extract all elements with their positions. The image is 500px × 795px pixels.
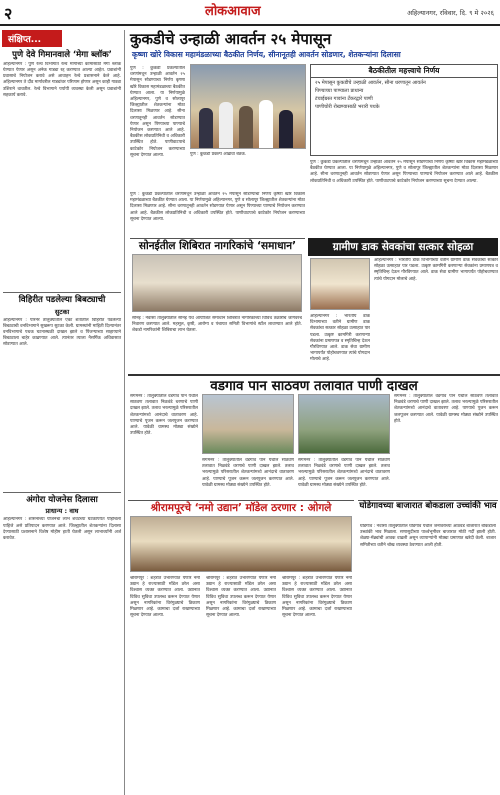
decisions-box-title: बैठकीतील महत्त्वाचे निर्णय <box>311 65 497 78</box>
gramin-body: अहिल्यानगर : भारतीय डाक विभागाच्या वतीने ग्रामीण डाक सेवकांचा सत्कार सोहळा उत्साहात पार पडला. उत्कृष्ट कामगिरी करणाऱ्या सेवकांना प्रमाणपत्र व स्मृतिचिन्ह देऊन गौरविण्यात आले. डाक सेवा ग्रामीण भागापर्यंत पोहोचवण्यात त्यांचे योगदान मोलाचे आहे. <box>374 258 498 282</box>
decision-item: पिण्याच्या पाण्याला प्राधान्य <box>315 88 364 94</box>
decisions-box <box>310 64 498 156</box>
lead-photo <box>190 64 306 149</box>
ghodegaon-headline: घोडेगावच्या बाजारात बोकडाला उच्चांकी भाव <box>359 501 497 511</box>
lead-headline: कुकडीचे उन्हाळी आवर्तन २५ मेपासून <box>130 30 332 48</box>
divider <box>3 292 121 293</box>
shrirampur-body-col-2: श्रीरामपूर : शहरात उभारण्यात येणारे नमो उद्यान हे राज्यासाठी मॉडेल ठरेल असा विश्वास व्यक्त करण्यात आला. उद्यानात विविध सुविधा उपलब्ध करून देण्यात येणार असून नागरिकांना विरंगुळ्याचे ठिकाण मिळणार आहे. कामाचा दर्जा राखण्याच्या सूचना देण्यात आल्या. <box>206 576 276 619</box>
shrirampur-story <box>128 500 354 515</box>
brief-headline-3: अंगोरा योजनेस दिलासा <box>26 494 98 505</box>
gramin-photo <box>310 258 370 310</box>
left-column <box>0 30 125 795</box>
lead-body-col-3: पुणे : कुकडी प्रकल्पातील धरणांमधून उन्हाळी आवर्तन २५ मेपासून सोडण्याचा निर्णय कृष्णा खोरे विकास महामंडळाच्या बैठकीत घेण्यात आला. या निर्णयामुळे अहिल्यानगर, पुणे व सोलापूर जिल्ह्यातील शेतकऱ्यांना मोठा दिलासा मिळणार आहे. सीना धरणातूनही आवर्तन सोडण्यात येणार असून पिण्याच्या पाण्याचे नियोजन करण्यात आले आहे. बैठकीस लोकप्रतिनिधी व अधिकारी उपस्थित होते. पाणीवाटपाचे काटेकोर नियोजन करण्याच्या सूचना देण्यात आल्या. <box>310 160 498 184</box>
vadgaon-headline: वडगाव पान साठवण तलावात पाणी दाखल <box>210 378 418 394</box>
divider <box>3 492 121 493</box>
brief-body-2: अहिल्यानगर : पारनेर तालुक्यातील एका शेतातील विहिरीत पडलेल्या बिबट्याची वनविभागाने सुखरूप सुटका केली. ग्रामस्थांनी माहिती दिल्यानंतर वनविभागाचे पथक घटनास्थळी दाखल झाले व पिंजऱ्याच्या साहाय्याने बिबट्याला बाहेर काढण्यात आले. त्यानंतर त्याला नैसर्गिक अधिवासात सोडण्यात आले. <box>3 317 121 348</box>
decision-item: टंचाईग्रस्त गावांना टँकरद्वारे पाणी <box>315 96 373 102</box>
brief-body-3: अहिल्यानगर : शासनाच्या योजनेचा लाभ शेवटच्या घटकापर्यंत पोहोचला पाहिजे असे प्रतिपादन करण्यात आले. जिल्ह्यातील शेतकऱ्यांना दिलासा देण्यासाठी प्रशासनाने विशेष मोहीम हाती घेतली असून लाभार्थ्यांनी अर्ज करावेत. <box>3 517 121 541</box>
lead-subhead: कृष्णा खोरे विकास महामंडळाच्या बैठकीत निर्णय, सीनानूतही आवर्तन सोडणार, शेतकऱ्यांना दिलासा <box>132 50 401 59</box>
shrirampur-body-col-3: श्रीरामपूर : शहरात उभारण्यात येणारे नमो उद्यान हे राज्यासाठी मॉडेल ठरेल असा विश्वास व्यक्त करण्यात आला. उद्यानात विविध सुविधा उपलब्ध करून देण्यात येणार असून नागरिकांना विरंगुळ्याचे ठिकाण मिळणार आहे. कामाचा दर्जा राखण्याच्या सूचना देण्यात आल्या. <box>282 576 352 619</box>
decision-item: २५ मेपासून कुकडीचे उन्हाळी आवर्तन, सीना धरणातून आवर्तन <box>315 80 426 86</box>
vadgaon-story <box>128 374 500 394</box>
samadhan-photo <box>132 254 302 312</box>
decision-item: पाणीचोरी रोखण्यासाठी भरारी पथके <box>315 104 380 110</box>
dateline: अहिल्यानगर, रविवार, दि. ९ मे २०२६ <box>407 9 494 17</box>
shrirampur-photo <box>130 516 352 572</box>
lead-body-col-2: पुणे : कुकडी प्रकल्पातील धरणांमधून उन्हाळी आवर्तन २५ मेपासून सोडण्याचा निर्णय कृष्णा खोरे विकास महामंडळाच्या बैठकीत घेण्यात आला. या निर्णयामुळे अहिल्यानगर, पुणे व सोलापूर जिल्ह्यातील शेतकऱ्यांना मोठा दिलासा मिळणार आहे. सीना धरणातूनही आवर्तन सोडण्यात येणार असून पिण्याच्या पाण्याचे नियोजन करण्यात आले आहे. बैठकीस लोकप्रतिनिधी व अधिकारी उपस्थित होते. पाणीवाटपाचे काटेकोर नियोजन करण्याच्या सूचना देण्यात आल्या. <box>130 192 305 222</box>
ghodegaon-body: घोडेगाव : नेवासा तालुक्यातील घोडेगाव येथील जनावरांच्या आठवडे बाजारात बोकडाला उच्चांकी भाव मिळाला. सणासुदीच्या पार्श्वभूमीवर बाजारात मोठी गर्दी झाली होती. शेळ्या-मेंढ्यांची आवक वाढली असून व्यापाऱ्यांनी मोठ्या प्रमाणात खरेदी केली. बाजार समितीच्या वतीने चोख व्यवस्था ठेवण्यात आली होती. <box>360 524 496 548</box>
lead-photo-caption: पुणे : कुकडी प्रकल्प आढावा बैठक. <box>190 152 247 157</box>
brief-subhead-3: प्राधान्य : वाघ <box>45 507 79 516</box>
vadgaon-body-col-1: संगमनेर : तालुक्यातील वडगाव पान येथील साठवण तलावात निळवंडे धरणाचे पाणी दाखल झाले. तलाव भरल्यामुळे परिसरातील शेतकऱ्यांमध्ये आनंदाचे वातावरण आहे. पाण्याचे पूजन करून जलपूजन करण्यात आले. यावेळी ग्रामस्थ मोठ्या संख्येने उपस्थित होते. <box>130 394 198 437</box>
main-area <box>128 30 500 63</box>
section-label: संक्षिप्त... <box>2 30 62 47</box>
paper-name: लोकआवाज <box>205 4 261 19</box>
samadhan-story <box>130 238 305 253</box>
brief-headline-1: पुणे देवे गिमानवाले ‘मेगा ब्लॉक’ <box>12 50 112 60</box>
vadgaon-photo-1 <box>202 394 294 454</box>
vadgaon-body-col-3: संगमनेर : तालुक्यातील वडगाव पान येथील साठवण तलावात निळवंडे धरणाचे पाणी दाखल झाले. तलाव भरल्यामुळे परिसरातील शेतकऱ्यांमध्ये आनंदाचे वातावरण आहे. पाण्याचे पूजन करून जलपूजन करण्यात आले. यावेळी ग्रामस्थ मोठ्या संख्येने उपस्थित होते. <box>298 458 390 488</box>
vadgaon-body-col-2: संगमनेर : तालुक्यातील वडगाव पान येथील साठवण तलावात निळवंडे धरणाचे पाणी दाखल झाले. तलाव भरल्यामुळे परिसरातील शेतकऱ्यांमध्ये आनंदाचे वातावरण आहे. पाण्याचे पूजन करून जलपूजन करण्यात आले. यावेळी ग्रामस्थ मोठ्या संख्येने उपस्थित होते. <box>202 458 294 488</box>
page-number: २ <box>4 4 13 23</box>
brief-subhead-2: सुटका <box>54 307 70 316</box>
gramin-headline: ग्रामीण डाक सेवकांचा सत्कार सोहळा <box>332 241 474 253</box>
brief-body-1: अहिल्यानगर : पुणे रेल्वे विभागात रेल्वे मार्गाच्या कामासाठी मेगा ब्लॉक घेण्यात येणार असून अनेक गाड्या रद्द करण्यात आल्या आहेत. प्रवाशांनी प्रवासाचे नियोजन करावे असे आवाहन रेल्वे प्रशासनाने केले आहे. अहिल्यानगर ते दौंड मार्गावरील गाड्यांवर परिणाम होणार असून काही गाड्या उशिराने धावतील. रेल्वे विभागाने पर्यायी व्यवस्था केली असून प्रवाशांनी सहकार्य करावे. <box>3 61 121 98</box>
lead-body-col-1: पुणे : कुकडी प्रकल्पातील धरणांमधून उन्हाळी आवर्तन २५ मेपासून सोडण्याचा निर्णय कृष्णा खोरे विकास महामंडळाच्या बैठकीत घेण्यात आला. या निर्णयामुळे अहिल्यानगर, पुणे व सोलापूर जिल्ह्यातील शेतकऱ्यांना मोठा दिलासा मिळणार आहे. सीना धरणातूनही आवर्तन सोडण्यात येणार असून पिण्याच्या पाण्याचे नियोजन करण्यात आले आहे. बैठकीस लोकप्रतिनिधी व अधिकारी उपस्थित होते. पाणीवाटपाचे काटेकोर नियोजन करण्याच्या सूचना देण्यात आल्या. <box>130 66 185 158</box>
gramin-body-2: अहिल्यानगर : भारतीय डाक विभागाच्या वतीने ग्रामीण डाक सेवकांचा सत्कार सोहळा उत्साहात पार पडला. उत्कृष्ट कामगिरी करणाऱ्या सेवकांना प्रमाणपत्र व स्मृतिचिन्ह देऊन गौरविण्यात आले. डाक सेवा ग्रामीण भागापर्यंत पोहोचवण्यात त्यांचे योगदान मोलाचे आहे. <box>310 314 370 363</box>
masthead <box>0 0 500 26</box>
vadgaon-body-col-4: संगमनेर : तालुक्यातील वडगाव पान येथील साठवण तलावात निळवंडे धरणाचे पाणी दाखल झाले. तलाव भरल्यामुळे परिसरातील शेतकऱ्यांमध्ये आनंदाचे वातावरण आहे. पाण्याचे पूजन करून जलपूजन करण्यात आले. यावेळी ग्रामस्थ मोठ्या संख्येने उपस्थित होते. <box>394 394 498 424</box>
shrirampur-body-col-1: श्रीरामपूर : शहरात उभारण्यात येणारे नमो उद्यान हे राज्यासाठी मॉडेल ठरेल असा विश्वास व्यक्त करण्यात आला. उद्यानात विविध सुविधा उपलब्ध करून देण्यात येणार असून नागरिकांना विरंगुळ्याचे ठिकाण मिळणार आहे. कामाचा दर्जा राखण्याच्या सूचना देण्यात आल्या. <box>130 576 200 619</box>
vadgaon-photo-2 <box>298 394 390 454</box>
gramin-story-header <box>308 238 498 256</box>
ghodegaon-story <box>358 500 498 511</box>
brief-headline-2: विहिरीत पडलेल्या बिबट्याची <box>18 294 106 305</box>
samadhan-body: सोनई : नेवासा तालुक्यातील सोनई येथे आयोजित समाधान शिबिरात नागरिकांच्या विविध तक्रारींचे जागेवरच निवारण करण्यात आले. महसूल, कृषी, आरोग्य व पंचायत समिती विभागांचे स्टॉल लावण्यात आले होते. शेकडो नागरिकांनी शिबिराचा लाभ घेतला. <box>132 316 302 334</box>
samadhan-headline: सोनईतील शिबिरात नागरिकांचे ‘समाधान’ <box>138 240 297 252</box>
shrirampur-headline: श्रीरामपूरचे ‘नमो उद्यान’ मॉडेल ठरणार : ओगले <box>150 502 332 514</box>
